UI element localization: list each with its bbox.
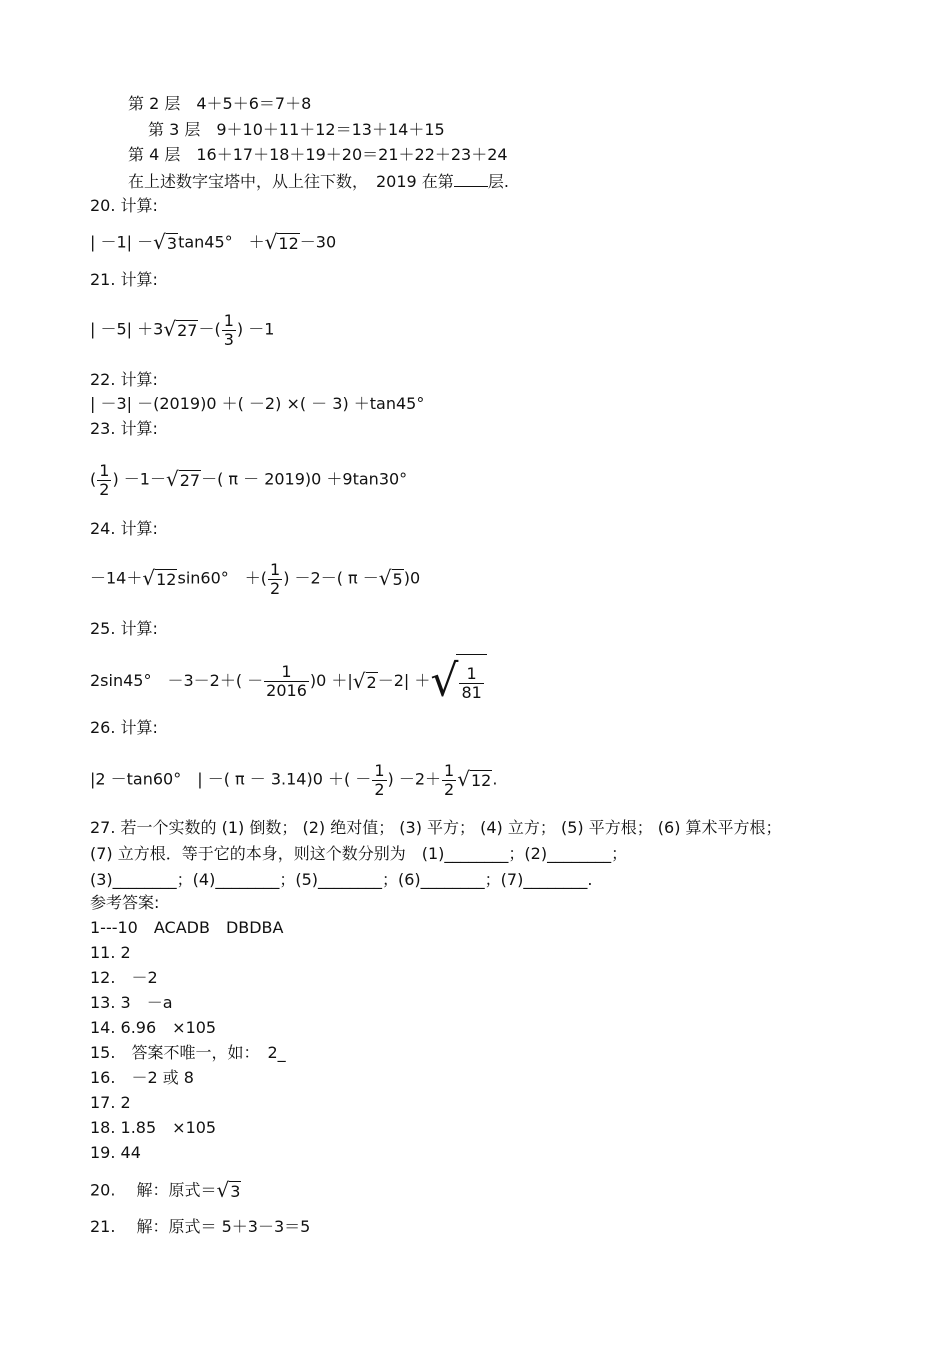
q24-part-a: －14＋ bbox=[90, 568, 143, 588]
answer-20 bbox=[90, 1180, 241, 1202]
answer-18: 18. 1.85 ×105 bbox=[90, 1118, 217, 1137]
fraction-numerator: 1 bbox=[223, 310, 234, 330]
q20-label: 20. 计算: bbox=[90, 196, 158, 215]
sqrt-arg: 27 bbox=[179, 471, 201, 490]
q27-line-2: (7) 立方根．等于它的本身，则这个数分别为 (1)________；(2)________； bbox=[90, 844, 628, 863]
sqrt: √2 bbox=[352, 668, 377, 693]
fraction-numerator: 1 bbox=[459, 665, 483, 684]
q21-part-c: ) －1 bbox=[236, 319, 275, 339]
answer-15: 15. 答案不唯一，如： 2_ bbox=[90, 1043, 286, 1062]
q26-label: 26. 计算: bbox=[90, 718, 158, 737]
q23-part-c: －( π － 2019)0 ＋9tan30° bbox=[201, 469, 408, 489]
fraction-numerator: 1 bbox=[270, 559, 281, 579]
q20-expression bbox=[90, 232, 336, 254]
q25-expression bbox=[90, 654, 487, 709]
q24-label: 24. 计算: bbox=[90, 519, 158, 538]
sqrt: √3 bbox=[216, 1178, 241, 1202]
q20-part-a: | －1| － bbox=[90, 232, 154, 252]
fraction-numerator: 1 bbox=[264, 663, 309, 682]
q25-label: 25. 计算: bbox=[90, 619, 158, 638]
answer-12: 12. －2 bbox=[90, 968, 158, 987]
answer-19: 19. 44 bbox=[90, 1143, 141, 1162]
q25-part-a: 2sin45° －3－2＋( － bbox=[90, 671, 264, 690]
q27-line-3: (3)________；(4)________；(5)________；(6)________；(7)________. bbox=[90, 870, 593, 889]
answer-17: 17. 2 bbox=[90, 1093, 131, 1112]
fraction bbox=[459, 665, 483, 702]
sqrt-arg: 3 bbox=[230, 1182, 241, 1201]
q22-label: 22. 计算: bbox=[90, 370, 158, 389]
sqrt: √12 bbox=[142, 566, 177, 590]
q25-part-b: )0 ＋| bbox=[309, 671, 353, 690]
answer-1-10: 1---10 ACADB DBDBA bbox=[90, 918, 284, 937]
q26-expression bbox=[90, 757, 497, 803]
q24-part-c: ) －2－( π － bbox=[283, 568, 379, 588]
pyramid-level-4: 第 4 层 16＋17＋18＋19＋20＝21＋22＋23＋24 bbox=[128, 145, 508, 164]
sqrt-arg: 12 bbox=[278, 234, 299, 253]
sqrt-arg: 12 bbox=[470, 771, 492, 790]
pyramid-question-text: 在上述数字宝塔中，从上往下数， 2019 在第 bbox=[128, 172, 454, 191]
fraction-denominator: 2 bbox=[444, 779, 455, 799]
sqrt: √12 bbox=[457, 767, 492, 791]
sqrt: √5 bbox=[378, 566, 403, 590]
sqrt-arg: 12 bbox=[156, 570, 177, 589]
sqrt: √12 bbox=[264, 230, 299, 254]
fraction bbox=[442, 762, 456, 799]
fraction bbox=[222, 312, 236, 349]
sqrt: √27 bbox=[165, 467, 201, 491]
q24-part-d: )0 bbox=[403, 568, 421, 588]
sqrt-arg: 27 bbox=[177, 321, 198, 340]
fraction-denominator: 3 bbox=[223, 329, 234, 349]
sqrt-arg: 5 bbox=[392, 570, 403, 589]
pyramid-question bbox=[128, 170, 509, 192]
answer-16: 16. －2 或 8 bbox=[90, 1068, 194, 1087]
answer-14: 14. 6.96 ×105 bbox=[90, 1018, 217, 1037]
answer-blank[interactable] bbox=[454, 170, 488, 187]
q23-expression bbox=[90, 457, 407, 503]
q21-expression bbox=[90, 307, 274, 353]
q27-line-1: 27. 若一个实数的 (1) 倒数； (2) 绝对值； (3) 平方； (4) 立方； (5) 平方根； (6) 算术平方根； bbox=[90, 818, 782, 837]
q24-expression bbox=[90, 556, 420, 602]
pyramid-level-2: 第 2 层 4＋5＋6＝7＋8 bbox=[128, 94, 312, 113]
pyramid-level-3: 第 3 层 9＋10＋11＋12＝13＋14＋15 bbox=[148, 120, 445, 139]
sqrt-large: √ $\frac{1}{81}$ bbox=[430, 654, 486, 709]
answer-13: 13. 3 －a bbox=[90, 993, 173, 1012]
q25-part-c: －2| ＋ bbox=[377, 671, 431, 690]
fraction-numerator: 1 bbox=[444, 760, 455, 780]
sqrt: √3 bbox=[153, 230, 178, 254]
fraction-denominator: 2 bbox=[270, 578, 281, 598]
q24-part-b: sin60° ＋( bbox=[177, 568, 268, 588]
answers-title: 参考答案: bbox=[90, 893, 160, 912]
answer-11: 11. 2 bbox=[90, 943, 131, 962]
sqrt: √27 bbox=[163, 317, 198, 341]
q21-part-b: －( bbox=[198, 319, 221, 339]
q23-part-a: ( bbox=[90, 469, 97, 489]
answer-20-text: 20. 解：原式＝ bbox=[90, 1180, 217, 1200]
fraction bbox=[97, 462, 111, 499]
q26-part-a: |2 －tan60° | －( π － 3.14)0 ＋( － bbox=[90, 769, 372, 789]
fraction-denominator: 2 bbox=[374, 779, 385, 799]
fraction bbox=[264, 663, 309, 700]
fraction bbox=[372, 762, 386, 799]
q23-label: 23. 计算: bbox=[90, 419, 158, 438]
pyramid-question-tail: 层. bbox=[487, 172, 509, 191]
sqrt-arg: 3 bbox=[166, 234, 178, 253]
q26-part-b: ) －2＋ bbox=[387, 769, 442, 789]
sqrt-arg: 2 bbox=[366, 672, 377, 692]
q21-part-a: | －5| ＋3 bbox=[90, 319, 164, 339]
fraction bbox=[268, 561, 282, 598]
fraction-denominator: 81 bbox=[461, 683, 482, 702]
answer-21: 21. 解：原式＝ 5＋3－3＝5 bbox=[90, 1217, 311, 1236]
q23-part-b: ) －1－ bbox=[112, 469, 166, 489]
q21-label: 21. 计算: bbox=[90, 270, 158, 289]
q20-part-b: tan45° ＋ bbox=[178, 232, 265, 252]
q20-part-c: －30 bbox=[299, 232, 337, 252]
fraction-numerator: 1 bbox=[374, 760, 385, 780]
q26-part-c: . bbox=[492, 769, 498, 789]
fraction-denominator: 2 bbox=[99, 479, 110, 499]
fraction-numerator: 1 bbox=[99, 460, 110, 480]
fraction-denominator: 2016 bbox=[266, 681, 307, 700]
q22-expression: | －3| －(2019)0 ＋( －2) ×( － 3) ＋tan45° bbox=[90, 394, 425, 413]
